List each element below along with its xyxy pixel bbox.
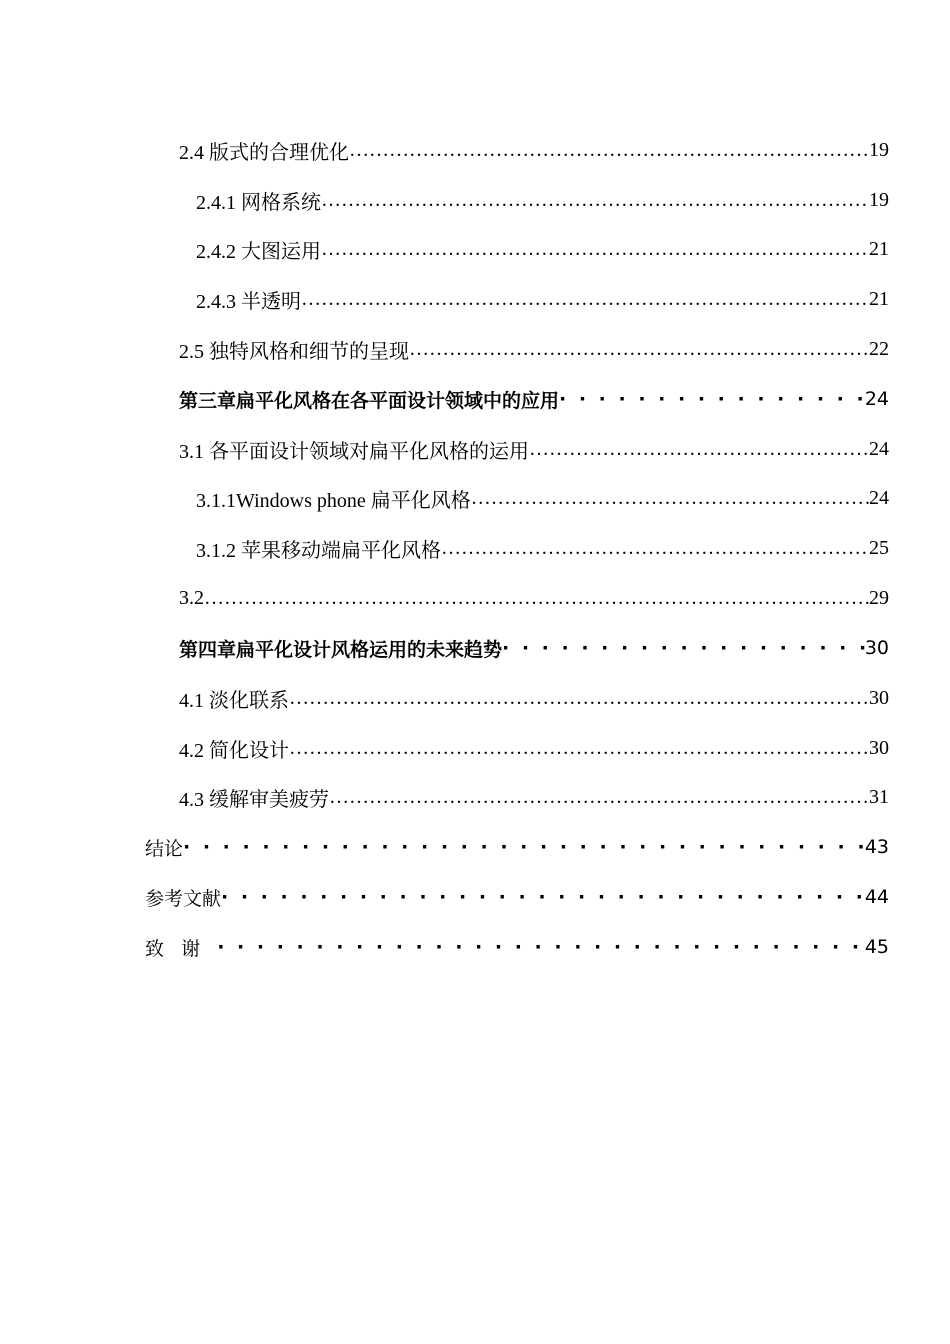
toc-entry-title: 3.1 各平面设计领域对扁平化风格的运用	[179, 440, 529, 463]
toc-entry-page: 44	[864, 886, 889, 908]
toc-entry-page: 45	[864, 936, 889, 958]
toc-leader	[301, 288, 869, 311]
toc-leader	[321, 189, 869, 212]
toc-leader	[289, 737, 869, 760]
toc-entry-title: 3.1.2 苹果移动端扁平化风格	[196, 539, 441, 562]
toc-leader	[183, 836, 865, 858]
toc-entry-chapter-4[interactable]	[179, 633, 889, 663]
toc-entry-2-4-1[interactable]	[196, 185, 889, 215]
toc-entry-page: 19	[869, 138, 889, 161]
toc-leader	[409, 338, 869, 361]
toc-entry-acknowledgements[interactable]	[145, 932, 889, 962]
toc-entry-page: 21	[869, 287, 889, 310]
toc-leader	[441, 537, 869, 560]
toc-entry-chapter-3[interactable]	[179, 384, 889, 414]
toc-leader	[529, 438, 869, 461]
toc-leader	[559, 388, 865, 410]
toc-leader	[329, 786, 869, 809]
toc-entry-references[interactable]	[145, 882, 889, 912]
toc-entry-2-4-2[interactable]	[196, 234, 889, 264]
toc-entry-title: 3.2	[179, 586, 204, 609]
toc-entry-3-1[interactable]	[179, 434, 889, 464]
toc-entry-title: 2.4 版式的合理优化	[179, 141, 349, 164]
toc-entry-title: 第三章扁平化风格在各平面设计领域中的应用	[179, 389, 560, 412]
toc-entry-4-2[interactable]	[179, 733, 889, 763]
toc-entry-page: 43	[864, 836, 889, 858]
toc-entry-3-2[interactable]	[179, 583, 889, 613]
toc-entry-title: 致谢	[145, 937, 218, 960]
toc-entry-title: 结论	[145, 837, 184, 860]
toc-entry-4-1[interactable]	[179, 683, 889, 713]
toc-entry-page: 22	[869, 337, 889, 360]
toc-entry-title: 2.4.3 半透明	[196, 290, 301, 313]
toc-entry-title: 第四章扁平化设计风格运用的未来趋势	[179, 638, 503, 661]
toc-entry-title: 4.3 缓解审美疲劳	[179, 788, 329, 811]
toc-entry-3-1-1[interactable]	[196, 483, 889, 513]
toc-entry-title: 2.4.1 网格系统	[196, 191, 321, 214]
toc-entry-2-4-3[interactable]	[196, 284, 889, 314]
toc-entry-page: 30	[869, 736, 889, 759]
toc-entry-page: 31	[869, 785, 889, 808]
toc-leader	[221, 886, 865, 908]
toc-entry-title: 参考文献	[145, 887, 222, 910]
toc-entry-page: 30	[864, 637, 889, 659]
toc-entry-page: 25	[869, 536, 889, 559]
toc-leader	[471, 487, 869, 510]
toc-entry-page: 24	[864, 388, 889, 410]
toc-leader	[321, 238, 869, 261]
toc-entry-page: 21	[869, 237, 889, 260]
toc-entry-4-3[interactable]	[179, 782, 889, 812]
toc-leader	[289, 687, 869, 710]
toc-entry-2-4[interactable]	[179, 135, 889, 165]
toc-leader	[502, 637, 865, 659]
toc-entry-page: 30	[869, 686, 889, 709]
toc-entry-page: 29	[869, 586, 889, 609]
toc-entry-page: 24	[869, 486, 889, 509]
toc-entry-conclusion[interactable]	[145, 832, 889, 862]
toc-entry-page: 19	[869, 188, 889, 211]
toc-entry-2-5[interactable]	[179, 334, 889, 364]
toc-entry-3-1-2[interactable]	[196, 533, 889, 563]
toc-entry-title: 2.5 独特风格和细节的呈现	[179, 340, 409, 363]
toc-leader	[204, 587, 869, 610]
toc-entry-page: 24	[869, 437, 889, 460]
toc-entry-title: 2.4.2 大图运用	[196, 240, 321, 263]
toc-entry-title: 4.2 简化设计	[179, 739, 289, 762]
toc-entry-title: 4.1 淡化联系	[179, 689, 289, 712]
toc-entry-title: 3.1.1Windows phone 扁平化风格	[196, 489, 471, 512]
toc-leader	[349, 139, 869, 162]
toc-leader	[217, 936, 865, 958]
